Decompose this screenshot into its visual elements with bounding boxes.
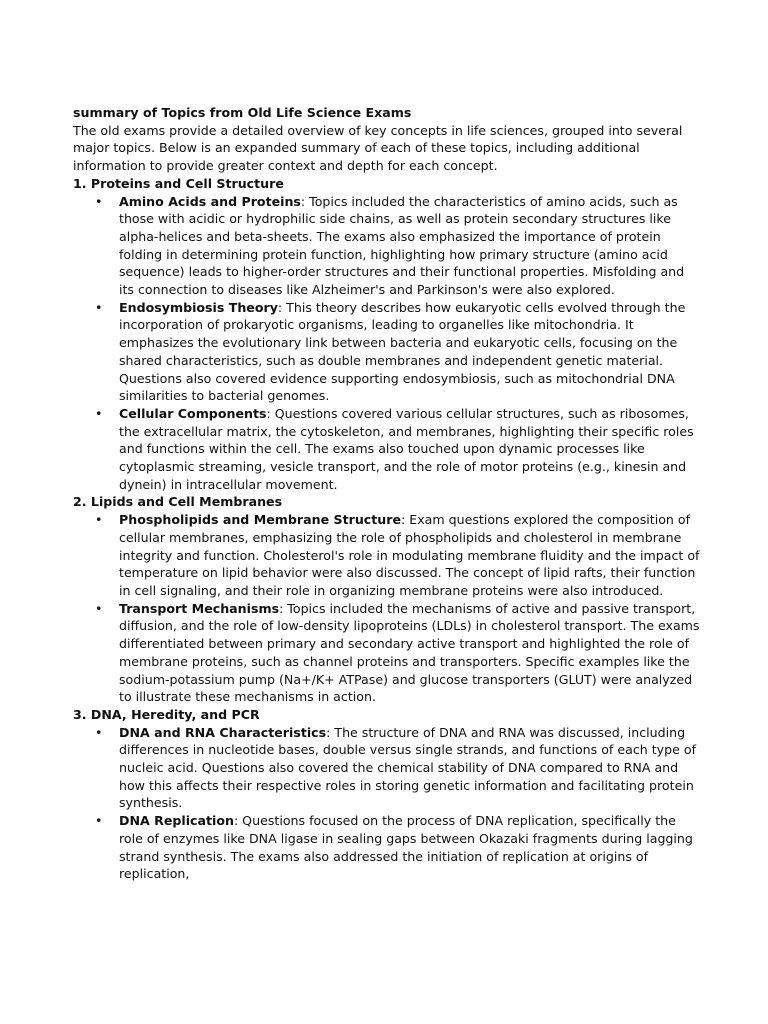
topic-text: : Topics included the characteristics of amino acids, such as those with acidic or hydrophilic side chains, as well as protein secondary structures like alpha-helices and beta-sheets. The exams also emphasized the importance of protein folding in determining protein function, highlighting how primary structure (amino acid sequence) leads to higher-order structures and their functional properties. Misfolding and its connection to diseases like Alzheimer's and Parkinson's were also explored. bbox=[119, 193, 685, 298]
section-heading-proteins: 1. Proteins and Cell Structure bbox=[73, 175, 284, 191]
list-item bbox=[95, 600, 703, 706]
bullet-icon: • bbox=[95, 813, 103, 829]
list-item bbox=[95, 193, 703, 299]
topic-text: : Exam questions explored the composition of cellular membranes, emphasizing the role of phospholipids and cholesterol in membrane integrity and function. Cholesterol's role in modulating membrane fluidity and the impact of temperature on lipid behavior were also discussed. The concept of lipid rafts, their function in cell signaling, and their role in organizing membrane proteins were also introduced. bbox=[119, 512, 700, 598]
section-heading-dna: 3. DNA, Heredity, and PCR bbox=[73, 706, 260, 722]
intro-paragraph: The old exams provide a detailed overview of key concepts in life sciences, grouped into several major topics. Below is an expanded summary of each of these topics, including additional information to provide greater context and depth for each concept. bbox=[73, 122, 683, 174]
bullet-icon: • bbox=[95, 724, 103, 740]
bullet-icon: • bbox=[95, 193, 103, 209]
topic-term: Cellular Components bbox=[119, 405, 267, 421]
bullet-icon: • bbox=[95, 299, 103, 315]
topic-list-proteins bbox=[73, 193, 703, 494]
topic-list-lipids bbox=[73, 511, 703, 706]
topic-text: : Topics included the mechanisms of active and passive transport, diffusion, and the role of low-density lipoproteins (LDLs) in cholesterol transport. The exams differentiated between primary and secondary active transport and highlighted the role of membrane proteins, such as channel proteins and transporters. Specific examples like the sodium-potassium pump (Na+/K+ ATPase) and glucose transporters (GLUT) were analyzed to illustrate these mechanisms in action. bbox=[119, 600, 700, 705]
topic-term: DNA Replication bbox=[119, 813, 234, 829]
topic-text: : Questions covered various cellular structures, such as ribosomes, the extracellular matrix, the cytoskeleton, and membranes, highlighting their specific roles and functions within the cell. The exams also touched upon dynamic processes like cytoplasmic streaming, vesicle transport, and the role of motor proteins (e.g., kinesin and dynein) in intracellular movement. bbox=[119, 405, 694, 492]
topic-text: : This theory describes how eukaryotic cells evolved through the incorporation of prokaryotic organisms, leading to organelles like mitochondria. It emphasizes the evolutionary link between bacteria and eukaryotic cells, focusing on the shared characteristics, such as double membranes and independent genetic material. Questions also covered evidence supporting endosymbiosis, such as mitochondrial DNA similarities to bacterial genomes. bbox=[119, 299, 686, 404]
topic-list-dna bbox=[73, 724, 703, 883]
document-page bbox=[73, 104, 703, 883]
list-item bbox=[95, 511, 703, 600]
list-item bbox=[95, 724, 703, 813]
section-heading-lipids: 2. Lipids and Cell Membranes bbox=[73, 494, 283, 510]
topic-text: : The structure of DNA and RNA was discussed, including differences in nucleotide bases, double versus single strands, and functions of each type of nucleic acid. Questions also covered the chemical stability of DNA compared to RNA and how this affects their respective roles in storing genetic information and facilitating protein synthesis. bbox=[119, 724, 697, 811]
bullet-icon: • bbox=[95, 405, 103, 421]
list-item bbox=[95, 812, 703, 883]
bullet-icon: • bbox=[95, 512, 103, 528]
document-title: summary of Topics from Old Life Science Exams bbox=[73, 105, 412, 120]
topic-term: Transport Mechanisms bbox=[119, 600, 280, 616]
bullet-icon: • bbox=[95, 600, 103, 616]
list-item bbox=[95, 299, 703, 405]
topic-term: Endosymbiosis Theory bbox=[119, 299, 278, 315]
topic-term: Amino Acids and Proteins bbox=[119, 193, 301, 209]
topic-term: DNA and RNA Characteristics bbox=[119, 724, 327, 740]
list-item bbox=[95, 405, 703, 494]
topic-term: Phospholipids and Membrane Structure bbox=[119, 512, 401, 528]
topic-text: : Questions focused on the process of DNA replication, specifically the role of enzymes like DNA ligase in sealing gaps between Okazaki fragments during lagging strand synthesis. The exams also addressed the initiation of replication at origins of replication, bbox=[119, 813, 693, 882]
